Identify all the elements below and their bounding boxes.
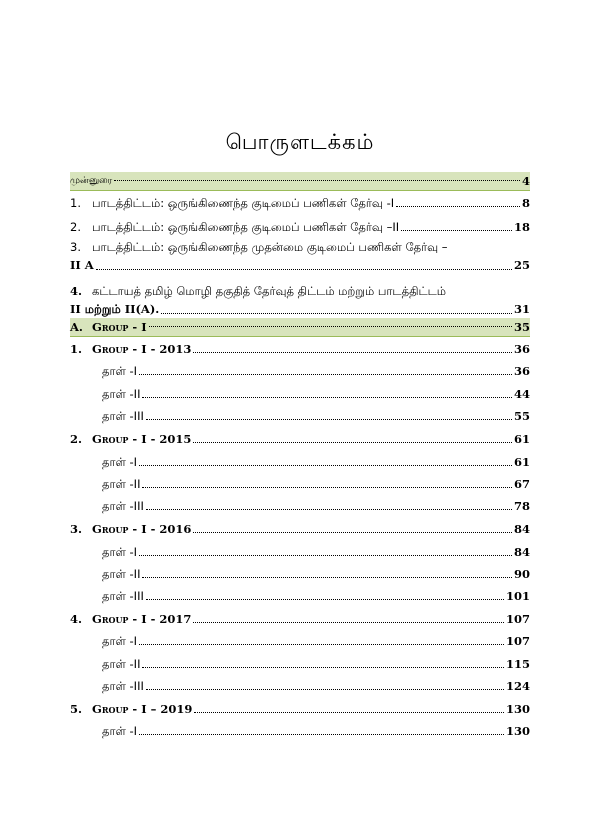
toc-leader (139, 733, 504, 735)
toc-leader (401, 229, 512, 231)
toc-entry-g2-paper1[interactable] (70, 455, 530, 469)
toc-label: தாள் -I (102, 634, 138, 648)
toc-label: 3. Group - I - 2016 (70, 522, 192, 536)
toc-entry-g3[interactable] (70, 522, 530, 536)
toc-label-line2: II மற்றும் II(A). (70, 302, 160, 316)
toc-entry-3[interactable] (70, 238, 530, 274)
toc-page: 61 (513, 455, 530, 469)
toc-entry-g4[interactable] (70, 612, 530, 626)
toc-leader (146, 688, 504, 690)
toc-page: 44 (513, 387, 530, 401)
toc-label: தாள் -II (102, 567, 141, 581)
toc-page: 130 (505, 702, 530, 716)
toc-leader (139, 464, 512, 466)
toc-leader (193, 621, 504, 623)
toc-page: 84 (513, 545, 530, 559)
toc-page: 8 (521, 196, 530, 210)
toc-page: 67 (513, 477, 530, 491)
toc-label: தாள் -II (102, 477, 141, 491)
toc-label: தாள் -II (102, 387, 141, 401)
toc-entry-g3-paper2[interactable] (70, 567, 530, 581)
toc-leader (161, 312, 512, 314)
toc-leader (142, 396, 512, 398)
toc-label: 2. பாடத்திட்டம்: ஒருங்கிணைந்த குடிமைப் பணிகள் தேர்வு –II (70, 220, 400, 234)
toc-page: 101 (505, 589, 530, 603)
toc-page: 36 (513, 342, 530, 356)
toc-entry-g5-paper1[interactable] (70, 724, 530, 738)
toc-label: 4. Group - I - 2017 (70, 612, 192, 626)
toc-label: தாள் -II (102, 657, 141, 671)
toc-page: 35 (513, 320, 530, 334)
toc-page: 36 (513, 364, 530, 378)
toc-leader (142, 486, 512, 488)
toc-label: 2. Group - I - 2015 (70, 432, 192, 446)
toc-leader (96, 268, 512, 270)
toc-page: 78 (513, 499, 530, 513)
toc-entry-g3-paper3[interactable] (70, 589, 530, 603)
toc-page: 4 (521, 174, 530, 188)
toc-leader (146, 508, 512, 510)
toc-leader (142, 666, 504, 668)
toc-entry-g2-paper3[interactable] (70, 499, 530, 513)
toc-page: 61 (513, 432, 530, 446)
toc-leader (396, 205, 520, 207)
toc-leader (149, 325, 512, 327)
toc-leader (139, 373, 512, 375)
toc-leader (139, 554, 512, 556)
toc-page: 18 (513, 220, 530, 234)
toc-label-line1: 3. பாடத்திட்டம்: ஒருங்கிணைந்த முதன்மை குடிமைப் பணிகள் தேர்வு – (70, 240, 448, 254)
toc-label: முன்னுரை (70, 176, 113, 186)
toc-entry-g2[interactable] (70, 432, 530, 446)
toc-page: 31 (513, 302, 530, 316)
toc-entry-g1-paper2[interactable] (70, 387, 530, 401)
toc-label: 1. பாடத்திட்டம்: ஒருங்கிணைந்த குடிமைப் பணிகள் தேர்வு -I (70, 196, 395, 210)
toc-label: A. Group - I (70, 320, 147, 334)
toc-page: 107 (505, 612, 530, 626)
toc-label: தாள் -I (102, 724, 138, 738)
toc-leader (146, 418, 512, 420)
toc-leader (194, 711, 504, 713)
toc-label: தாள் -I (102, 455, 138, 469)
toc-entry-g4-paper2[interactable] (70, 657, 530, 671)
toc-page: 124 (505, 679, 530, 693)
toc-leader (146, 598, 504, 600)
toc-entry-g1-paper3[interactable] (70, 409, 530, 423)
toc-entry-2[interactable] (70, 220, 530, 234)
toc-label: தாள் -I (102, 364, 138, 378)
page-title: பொருளடக்கம் (225, 130, 375, 154)
toc-leader (193, 441, 512, 443)
toc-label: தாள் -III (102, 589, 144, 603)
toc-entry-g4-paper1[interactable] (70, 634, 530, 648)
toc-page: 107 (505, 634, 530, 648)
toc-label: தாள் -III (102, 499, 144, 513)
toc-leader (139, 643, 504, 645)
toc-leader (193, 351, 512, 353)
toc-entry-4[interactable] (70, 282, 530, 318)
toc-leader (142, 576, 512, 578)
toc-entry-g2-paper2[interactable] (70, 477, 530, 491)
toc-leader (193, 531, 512, 533)
toc-page: 90 (513, 567, 530, 581)
toc-entry-g3-paper1[interactable] (70, 545, 530, 559)
toc-entry-preface[interactable] (70, 172, 530, 191)
toc-page: 55 (513, 409, 530, 423)
toc-section-a[interactable] (70, 318, 530, 337)
toc-page: 84 (513, 522, 530, 536)
toc-page: 130 (505, 724, 530, 738)
toc-page: 115 (505, 657, 530, 671)
toc-entry-g5[interactable] (70, 702, 530, 716)
toc-label: தாள் -III (102, 679, 144, 693)
toc-page: 25 (513, 258, 530, 272)
toc-label: 5. Group - I – 2019 (70, 702, 193, 716)
toc-entry-g1[interactable] (70, 342, 530, 356)
toc-leader (114, 179, 520, 181)
toc-label: தாள் -I (102, 545, 138, 559)
toc-entry-1[interactable] (70, 196, 530, 210)
toc-label-line1: 4. கட்டாயத் தமிழ் மொழி தகுதித் தேர்வுத் திட்டம் மற்றும் பாடத்திட்டம் (70, 284, 447, 298)
toc-label: தாள் -III (102, 409, 144, 423)
toc-entry-g4-paper3[interactable] (70, 679, 530, 693)
toc-label-line2: II A (70, 258, 94, 272)
toc-entry-g1-paper1[interactable] (70, 364, 530, 378)
toc-label: 1. Group - I - 2013 (70, 342, 192, 356)
